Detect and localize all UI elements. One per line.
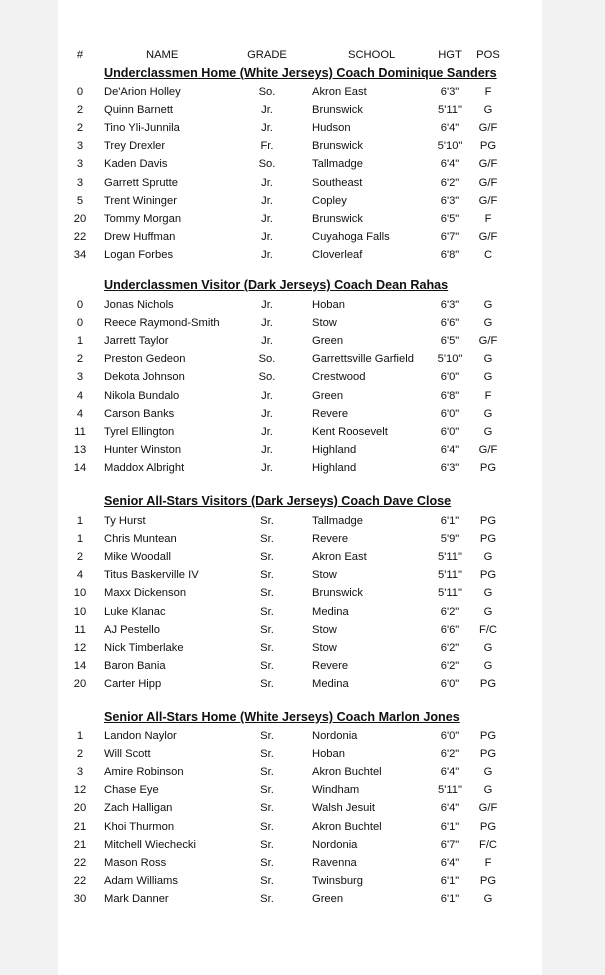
player-name: Titus Baskerville IV (104, 569, 199, 582)
player-grade: Sr. (260, 856, 274, 869)
player-height: 6'0" (440, 677, 460, 690)
player-number: 11 (74, 425, 86, 438)
player-school: Windham (312, 784, 360, 797)
player-number: 14 (73, 659, 87, 672)
player-position: G (483, 766, 493, 779)
player-row (58, 174, 542, 192)
player-number: 4 (76, 407, 84, 420)
player-number: 34 (73, 248, 87, 261)
player-school: Hoban (312, 748, 345, 761)
player-number: 3 (76, 766, 84, 779)
player-school: Akron East (312, 551, 367, 564)
player-name: Nikola Bundalo (104, 389, 180, 402)
player-grade: Sr. (260, 641, 274, 654)
player-name: Preston Gedeon (104, 353, 186, 366)
player-height: 6'2" (440, 605, 460, 618)
player-height: 6'0" (440, 371, 460, 384)
player-name: Baron Bania (104, 659, 166, 672)
player-school: Medina (312, 605, 349, 618)
player-row (58, 350, 542, 368)
player-school: Twinsburg (312, 874, 363, 887)
player-grade: Sr. (260, 874, 274, 887)
player-number: 1 (76, 335, 84, 348)
player-height: 6'6" (440, 317, 460, 330)
player-position: PG (479, 515, 497, 527)
player-school: Revere (312, 533, 349, 546)
player-row (58, 872, 542, 890)
column-header-row (58, 46, 542, 64)
player-grade: Sr. (260, 730, 274, 742)
player-name: Landon Naylor (104, 730, 177, 742)
player-grade: Jr. (261, 461, 273, 474)
player-height: 6'1" (440, 874, 460, 887)
player-height: 6'2" (440, 176, 460, 189)
player-row (58, 332, 542, 350)
player-name: Trent Wininger (104, 194, 177, 207)
player-grade: Jr. (261, 317, 273, 330)
player-position: G (483, 641, 493, 654)
player-position: PG (479, 730, 497, 742)
player-position: G/F (478, 230, 498, 243)
header-school: SCHOOL (348, 49, 396, 61)
player-name: Mitchell Wiechecki (104, 838, 197, 851)
player-school: Copley (312, 194, 347, 207)
player-grade: Sr. (260, 659, 274, 672)
player-height: 6'4" (440, 443, 460, 456)
player-row (58, 192, 542, 210)
player-row (58, 548, 542, 566)
player-grade: So. (258, 158, 276, 171)
player-number: 2 (76, 353, 84, 366)
player-name: Reece Raymond-Smith (104, 317, 220, 330)
player-name: Nick Timberlake (104, 641, 184, 654)
player-number: 0 (76, 317, 84, 330)
player-grade: Jr. (261, 212, 273, 225)
player-height: 6'5" (440, 335, 460, 348)
player-school: Akron Buchtel (312, 766, 382, 779)
player-school: Akron East (312, 86, 367, 98)
player-school: Green (312, 892, 344, 905)
player-row (58, 119, 542, 137)
player-row (58, 584, 542, 602)
player-position: F (484, 86, 492, 98)
player-height: 6'8" (440, 389, 460, 402)
player-row (58, 727, 542, 745)
player-grade: Sr. (260, 533, 274, 546)
player-grade: Sr. (260, 838, 274, 851)
player-height: 6'2" (440, 748, 460, 761)
player-height: 6'1" (440, 515, 460, 527)
player-school: Medina (312, 677, 349, 690)
player-position: G (483, 353, 493, 366)
player-name: Mike Woodall (104, 551, 171, 564)
player-number: 20 (73, 212, 87, 225)
player-position: F (484, 212, 492, 225)
player-school: Revere (312, 407, 349, 420)
player-number: 2 (76, 748, 84, 761)
player-row (58, 405, 542, 423)
player-school: Tallmadge (312, 158, 363, 171)
player-number: 1 (76, 515, 84, 527)
player-grade: Jr. (261, 425, 273, 438)
player-position: C (483, 248, 493, 261)
player-name: Luke Klanac (104, 605, 166, 618)
player-height: 6'4" (440, 158, 460, 171)
player-name: De'Arion Holley (104, 86, 181, 98)
player-number: 0 (76, 299, 84, 311)
player-number: 14 (73, 461, 87, 474)
section-title: Underclassmen Visitor (Dark Jerseys) Coach Dean Rahas (104, 278, 449, 292)
player-name: Kaden Davis (104, 158, 168, 171)
player-grade: Sr. (260, 551, 274, 564)
player-position: F/C (478, 623, 498, 636)
player-row (58, 314, 542, 332)
player-position: G/F (478, 176, 498, 189)
player-name: Adam Williams (104, 874, 178, 887)
player-name: Jonas Nichols (104, 299, 174, 311)
player-school: Brunswick (312, 212, 363, 225)
header-grade: GRADE (247, 49, 287, 61)
player-school: Walsh Jesuit (312, 802, 376, 815)
player-grade: Sr. (260, 587, 274, 600)
player-position: G (483, 104, 493, 117)
player-row (58, 639, 542, 657)
player-position: G (483, 425, 493, 438)
player-number: 3 (76, 176, 84, 189)
player-height: 6'4" (440, 856, 460, 869)
header-height: HGT (438, 49, 462, 61)
player-grade: Fr. (260, 140, 274, 153)
player-number: 22 (73, 874, 87, 887)
player-row (58, 368, 542, 386)
player-height: 6'7" (440, 838, 460, 851)
player-school: Nordonia (312, 838, 358, 851)
player-name: Drew Huffman (104, 230, 176, 243)
player-school: Brunswick (312, 140, 363, 153)
player-position: PG (479, 569, 497, 582)
player-height: 5'11" (438, 784, 462, 797)
player-height: 5'11" (438, 587, 462, 600)
player-name: Carter Hipp (104, 677, 162, 690)
player-school: Tallmadge (312, 515, 363, 527)
player-number: 12 (73, 641, 87, 654)
player-grade: Sr. (260, 605, 274, 618)
player-grade: Jr. (261, 194, 273, 207)
player-grade: Jr. (261, 104, 273, 117)
player-row (58, 763, 542, 781)
player-height: 6'2" (440, 659, 460, 672)
player-position: G (483, 892, 493, 905)
player-row (58, 566, 542, 584)
player-name: Maxx Dickenson (104, 587, 187, 600)
player-height: 6'3" (440, 461, 460, 474)
player-position: G (483, 605, 493, 618)
player-height: 6'0" (440, 425, 460, 438)
player-position: G/F (478, 802, 498, 815)
player-school: Garrettsville Garfield (312, 353, 414, 366)
player-position: PG (479, 677, 497, 690)
player-height: 6'4" (440, 766, 460, 779)
roster-page (58, 0, 542, 975)
player-position: F (484, 389, 492, 402)
player-row (58, 246, 542, 264)
player-position: F (484, 856, 492, 869)
player-height: 5'11" (438, 569, 462, 582)
player-grade: Jr. (261, 389, 273, 402)
player-grade: Sr. (260, 515, 274, 527)
player-grade: Jr. (261, 122, 273, 135)
header-name: NAME (146, 49, 179, 61)
section-title: Senior All-Stars Visitors (Dark Jerseys) Coach Dave Close (104, 494, 452, 508)
player-grade: Sr. (260, 892, 274, 905)
player-grade: Jr. (261, 230, 273, 243)
player-number: 22 (73, 856, 87, 869)
player-row (58, 854, 542, 872)
player-grade: Sr. (260, 766, 274, 779)
player-number: 12 (73, 784, 87, 797)
player-grade: Jr. (261, 299, 273, 311)
player-position: PG (479, 140, 497, 153)
section-title: Senior All-Stars Home (White Jerseys) Coach Marlon Jones (104, 710, 460, 724)
player-grade: Sr. (260, 677, 274, 690)
player-height: 5'10" (437, 140, 463, 153)
player-row (58, 818, 542, 836)
player-grade: So. (258, 371, 276, 384)
player-position: F/C (478, 838, 498, 851)
player-row (58, 387, 542, 405)
player-number: 10 (73, 587, 87, 600)
player-row (58, 799, 542, 817)
player-position: PG (479, 874, 497, 887)
player-number: 4 (76, 569, 84, 582)
player-height: 6'1" (440, 892, 460, 905)
player-name: Trey Drexler (104, 140, 166, 153)
player-position: G (483, 551, 493, 564)
player-school: Green (312, 389, 344, 402)
player-number: 5 (76, 194, 84, 207)
player-school: Highland (312, 461, 357, 474)
player-name: Carson Banks (104, 407, 175, 420)
player-height: 5'10" (437, 353, 463, 366)
player-school: Stow (312, 641, 337, 654)
player-row (58, 530, 542, 548)
player-school: Highland (312, 443, 357, 456)
player-row (58, 781, 542, 799)
player-position: G/F (478, 158, 498, 171)
player-height: 6'6" (440, 623, 460, 636)
player-name: Mason Ross (104, 856, 167, 869)
player-name: Chase Eye (104, 784, 159, 797)
player-school: Kent Roosevelt (312, 425, 388, 438)
player-position: G/F (478, 122, 498, 135)
player-height: 6'3" (440, 194, 460, 207)
player-school: Ravenna (312, 856, 357, 869)
player-number: 22 (73, 230, 87, 243)
player-number: 2 (76, 122, 84, 135)
player-name: Mark Danner (104, 892, 169, 905)
player-position: G/F (478, 443, 498, 456)
player-row (58, 603, 542, 621)
player-height: 6'8" (440, 248, 460, 261)
player-school: Brunswick (312, 104, 363, 117)
player-school: Hoban (312, 299, 345, 311)
player-height: 5'9" (440, 533, 460, 546)
player-grade: Jr. (261, 176, 273, 189)
player-position: G (483, 299, 493, 311)
player-number: 4 (76, 389, 84, 402)
player-grade: Sr. (260, 802, 274, 815)
player-name: Tommy Morgan (104, 212, 182, 225)
player-school: Akron Buchtel (312, 820, 382, 833)
player-position: PG (479, 820, 497, 833)
player-name: Ty Hurst (104, 515, 146, 527)
player-row (58, 621, 542, 639)
player-row (58, 296, 542, 314)
player-school: Cloverleaf (312, 248, 363, 261)
player-number: 21 (73, 820, 87, 833)
player-height: 6'4" (440, 122, 460, 135)
player-height: 6'7" (440, 230, 460, 243)
player-row (58, 210, 542, 228)
player-number: 20 (73, 802, 87, 815)
player-height: 6'4" (440, 802, 460, 815)
player-position: G (483, 407, 493, 420)
player-grade: Sr. (260, 784, 274, 797)
player-number: 13 (73, 443, 87, 456)
player-grade: Jr. (261, 335, 273, 348)
player-height: 6'0" (440, 407, 460, 420)
player-number: 3 (76, 140, 84, 153)
player-height: 5'11" (438, 551, 462, 564)
player-height: 6'3" (440, 299, 460, 311)
player-height: 6'1" (440, 820, 460, 833)
player-school: Green (312, 335, 344, 348)
player-row (58, 675, 542, 693)
player-name: Quinn Barnett (104, 104, 174, 117)
player-height: 6'5" (440, 212, 460, 225)
player-position: G/F (478, 194, 498, 207)
player-position: G (483, 371, 493, 384)
player-height: 6'0" (440, 730, 460, 742)
player-school: Cuyahoga Falls (312, 230, 390, 243)
player-name: Jarrett Taylor (104, 335, 169, 348)
player-school: Southeast (312, 176, 363, 189)
player-number: 2 (76, 551, 84, 564)
player-height: 6'2" (440, 641, 460, 654)
player-school: Hudson (312, 122, 351, 135)
header-number: # (76, 49, 84, 61)
player-name: Amire Robinson (104, 766, 184, 779)
player-row (58, 512, 542, 530)
player-name: AJ Pestello (104, 623, 160, 636)
player-school: Stow (312, 623, 337, 636)
player-position: G (483, 587, 493, 600)
player-row (58, 441, 542, 459)
player-school: Crestwood (312, 371, 366, 384)
player-school: Brunswick (312, 587, 363, 600)
player-grade: Jr. (261, 248, 273, 261)
player-number: 2 (76, 104, 84, 117)
player-height: 5'11" (438, 104, 462, 117)
player-position: PG (479, 748, 497, 761)
player-position: G (483, 784, 493, 797)
player-number: 0 (76, 86, 84, 98)
player-name: Maddox Albright (104, 461, 185, 474)
player-grade: Sr. (260, 623, 274, 636)
player-row (58, 83, 542, 101)
player-name: Khoi Thurmon (104, 820, 175, 833)
player-grade: Sr. (260, 569, 274, 582)
player-number: 1 (76, 730, 84, 742)
player-row (58, 423, 542, 441)
player-row (58, 890, 542, 908)
player-position: PG (479, 533, 497, 546)
player-number: 3 (76, 371, 84, 384)
player-name: Logan Forbes (104, 248, 174, 261)
player-row (58, 101, 542, 119)
player-number: 30 (73, 892, 87, 905)
player-name: Tino Yli-Junnila (104, 122, 180, 135)
player-school: Revere (312, 659, 349, 672)
player-position: G/F (478, 335, 498, 348)
player-grade: Sr. (260, 820, 274, 833)
player-number: 1 (76, 533, 84, 546)
player-name: Garrett Sprutte (104, 176, 178, 189)
player-row (58, 836, 542, 854)
player-height: 6'3" (440, 86, 460, 98)
player-school: Stow (312, 569, 337, 582)
player-grade: Jr. (261, 407, 273, 420)
player-school: Stow (312, 317, 337, 330)
player-number: 3 (76, 158, 84, 171)
player-row (58, 459, 542, 477)
player-row (58, 155, 542, 173)
player-position: G (483, 659, 493, 672)
player-grade: Jr. (261, 443, 273, 456)
player-grade: Sr. (260, 748, 274, 761)
player-row (58, 745, 542, 763)
player-name: Chris Muntean (104, 533, 177, 546)
player-number: 20 (73, 677, 87, 690)
player-row (58, 137, 542, 155)
player-position: G (483, 317, 493, 330)
player-grade: So. (258, 353, 276, 366)
player-position: PG (479, 461, 497, 474)
player-row (58, 657, 542, 675)
player-row (58, 228, 542, 246)
section-title: Underclassmen Home (White Jerseys) Coach Dominique Sanders (104, 66, 497, 80)
player-name: Hunter Winston (104, 443, 182, 456)
player-grade: So. (258, 86, 276, 98)
player-number: 11 (74, 623, 86, 636)
player-name: Will Scott (104, 748, 151, 761)
player-school: Nordonia (312, 730, 358, 742)
player-name: Tyrel Ellington (104, 425, 175, 438)
player-number: 21 (73, 838, 87, 851)
player-name: Dekota Johnson (104, 371, 185, 384)
player-name: Zach Halligan (104, 802, 173, 815)
player-number: 10 (73, 605, 87, 618)
header-position: POS (476, 49, 500, 61)
